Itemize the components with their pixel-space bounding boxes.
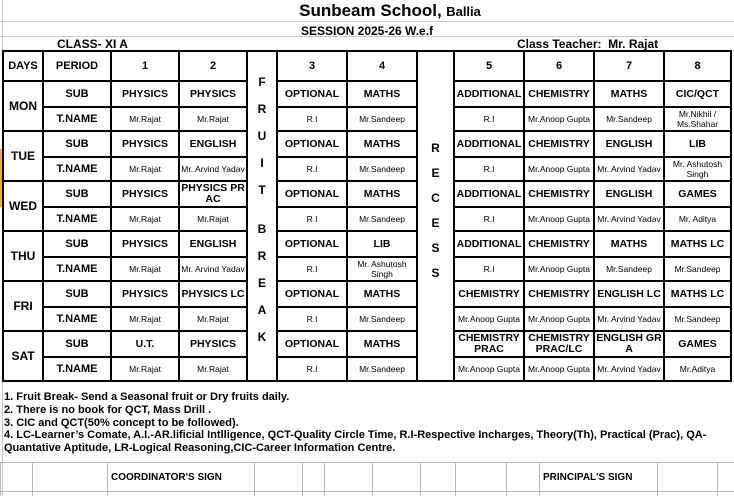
teacher-cell: Mr.Rajat [111, 207, 179, 231]
teacher-cell: Mr. Arvind Yadav [594, 157, 664, 181]
subject-cell: MATHS [594, 81, 664, 107]
teacher-cell: Mr.Anoop Gupta [524, 157, 594, 181]
day-label-fri: FRI [3, 281, 43, 331]
row-tue-subjects [3, 131, 731, 157]
teacher-cell: Mr.Sandeep [664, 257, 731, 281]
row-mon-teachers [3, 107, 731, 131]
subject-cell: PHYSICS [111, 231, 179, 257]
sub-row-label: SUB [43, 181, 111, 207]
col-header-period-5: 5 [454, 51, 524, 81]
tname-row-label: T.NAME [43, 357, 111, 381]
col-header-days: DAYS [3, 51, 43, 81]
subject-cell: PHYSICS [111, 131, 179, 157]
day-label-mon: MON [3, 81, 43, 131]
subject-cell: MATHS [347, 181, 417, 207]
teacher-cell: Mr.Sandeep [347, 157, 417, 181]
subject-cell: ADDITIONAL [454, 131, 524, 157]
teacher-cell: Mr. Ashutosh Singh [664, 157, 731, 181]
row-fri-teachers [3, 307, 731, 331]
teacher-cell: R.I [277, 157, 347, 181]
subject-cell: PHYSICS PRAC [179, 181, 247, 207]
sign-grid-cell [373, 463, 421, 491]
sign-grid-cell [33, 491, 108, 496]
subject-cell: OPTIONAL [277, 181, 347, 207]
sign-grid-cell [108, 491, 255, 496]
sign-grid-cell [325, 463, 373, 491]
teacher-cell: R.I [277, 107, 347, 131]
subject-cell: ENGLISH [594, 131, 664, 157]
day-label-sat: SAT [3, 331, 43, 381]
subject-cell: ENGLISH GRA [594, 331, 664, 357]
teacher-cell: Mr. Arvind Yadav [179, 257, 247, 281]
subject-cell: GAMES [664, 331, 731, 357]
subject-cell: ENGLISH [179, 231, 247, 257]
class-label: CLASS- XI A [57, 37, 128, 51]
teacher-cell: R.I [277, 207, 347, 231]
subject-cell: GAMES [664, 181, 731, 207]
teacher-cell: Mr.Anoop Gupta [524, 107, 594, 131]
col-header-period-8: 8 [664, 51, 731, 81]
recess-label: RECESS [428, 141, 443, 291]
sign-grid-cell [325, 491, 373, 496]
sign-grid-cell [303, 491, 325, 496]
teacher-cell: Mr.Sandeep [664, 307, 731, 331]
sub-row-label: SUB [43, 281, 111, 307]
subject-cell: MATHS LC [664, 281, 731, 307]
subject-cell: CHEMISTRY [454, 281, 524, 307]
sign-grid-cell [255, 463, 303, 491]
teacher-cell: Mr.Sandeep [347, 107, 417, 131]
subject-cell: CIC/QCT [664, 81, 731, 107]
signature-row [0, 462, 734, 492]
subject-cell: PHYSICS [179, 331, 247, 357]
subject-cell: CHEMISTRY [524, 131, 594, 157]
teacher-cell: Mr.Rajat [111, 257, 179, 281]
subject-cell: CHEMISTRY PRAC/LC [524, 331, 594, 357]
sign-grid-cell [303, 463, 325, 491]
subject-cell: MATHS [347, 81, 417, 107]
teacher-cell: Mr. Arvind Yadav [594, 207, 664, 231]
teacher-cell: R.I [454, 157, 524, 181]
subject-cell: PHYSICS [111, 81, 179, 107]
signature-row-partial [0, 491, 734, 496]
sign-grid-cell [507, 491, 540, 496]
sign-grid-cell [718, 491, 728, 496]
notes-block [4, 391, 726, 455]
sign-grid-cell [658, 463, 718, 491]
note-line-3: 3. CIC and QCT(50% concept to be followed). [4, 416, 239, 429]
teacher-cell: Mr.Sandeep [347, 357, 417, 381]
sub-row-label: SUB [43, 81, 111, 107]
timetable-header-row [3, 51, 731, 81]
sign-grid-cell [0, 463, 33, 491]
col-header-period-2: 2 [179, 51, 247, 81]
subject-cell: PHYSICS [179, 81, 247, 107]
sub-row-label: SUB [43, 231, 111, 257]
teacher-cell: Mr. Arvind Yadav [594, 307, 664, 331]
subject-cell: ENGLISH [179, 131, 247, 157]
subject-cell: MATHS [347, 331, 417, 357]
teacher-cell: Mr.Rajat [111, 107, 179, 131]
subject-cell: ADDITIONAL [454, 81, 524, 107]
subject-cell: MATHS [347, 281, 417, 307]
subject-cell: OPTIONAL [277, 131, 347, 157]
teacher-cell: Mr.Rajat [179, 307, 247, 331]
row-thu-subjects [3, 231, 731, 257]
tname-row-label: T.NAME [43, 157, 111, 181]
teacher-cell: Mr.Anoop Gupta [454, 307, 524, 331]
sub-row-label: SUB [43, 331, 111, 357]
sub-row-label: SUB [43, 131, 111, 157]
sign-grid-cell [255, 491, 303, 496]
note-line-4: 4. LC-Learner’s Comate, A.I.-AR.lificial Intlligence, QCT-Quality Circle Time, R.I-Respective Incharges, Theory(Th), Practical (Prac), QA-Quantative Aptitude, LR-Logical Reasoning,CIC-Career Information Centre. [4, 429, 707, 455]
teacher-cell: Mr.Anoop Gupta [524, 257, 594, 281]
principal-sign-label: PRINCIPAL'S SIGN [540, 463, 658, 491]
coordinator-sign-label: COORDINATOR'S SIGN [108, 463, 255, 491]
title-block [23, 0, 734, 21]
teacher-cell: Mr.Rajat [111, 357, 179, 381]
row-wed-subjects [3, 181, 731, 207]
teacher-cell: R.I [454, 207, 524, 231]
teacher-cell: Mr. Ashutosh Singh [347, 257, 417, 281]
school-name: Sunbeam School, [299, 1, 442, 20]
subject-cell: PHYSICS [111, 281, 179, 307]
teacher-cell: R.I [277, 257, 347, 281]
subject-cell: CHEMISTRY [524, 281, 594, 307]
sign-grid-cell [456, 491, 507, 496]
school-city: Ballia [446, 4, 481, 19]
subject-cell: OPTIONAL [277, 81, 347, 107]
subject-cell: ADDITIONAL [454, 231, 524, 257]
teacher-cell: Mr.Rajat [179, 357, 247, 381]
tname-row-label: T.NAME [43, 107, 111, 131]
row-thu-teachers [3, 257, 731, 281]
subject-cell: PHYSICS [111, 181, 179, 207]
teacher-cell: Mr. Arvind Yadav [594, 357, 664, 381]
teacher-cell: Mr.Sandeep [594, 257, 664, 281]
tname-row-label: T.NAME [43, 307, 111, 331]
row-tue-teachers [3, 157, 731, 181]
subject-cell: OPTIONAL [277, 231, 347, 257]
fruit-break-top-label: FRUIT [255, 75, 269, 210]
sign-grid-cell [373, 491, 421, 496]
row-fri-subjects [3, 281, 731, 307]
subject-cell: ENGLISH LC [594, 281, 664, 307]
subject-cell: OPTIONAL [277, 281, 347, 307]
teacher-cell: Mr.Rajat [179, 207, 247, 231]
sign-grid-cell [33, 463, 108, 491]
col-header-period-7: 7 [594, 51, 664, 81]
teacher-cell: Mr.Nikhil / Ms.Shahar [664, 107, 731, 131]
row-wed-teachers [3, 207, 731, 231]
subject-cell: MATHS [347, 131, 417, 157]
teacher-cell: R.I [454, 257, 524, 281]
day-label-wed: WED [3, 181, 43, 231]
tname-row-label: T.NAME [43, 207, 111, 231]
sign-grid-cell [421, 463, 456, 491]
teacher-cell: R.I [277, 357, 347, 381]
col-header-period: PERIOD [43, 51, 111, 81]
teacher-cell: R.I [277, 307, 347, 331]
teacher-cell: Mr.Anoop Gupta [524, 207, 594, 231]
teacher-cell: Mr.Anoop Gupta [524, 307, 594, 331]
subject-cell: OPTIONAL [277, 331, 347, 357]
col-header-period-4: 4 [347, 51, 417, 81]
subject-cell: U.T. [111, 331, 179, 357]
note-line-1: 1. Fruit Break- Send a Seasonal fruit or Dry fruits daily. [4, 391, 290, 403]
subject-cell: CHEMISTRY PRAC [454, 331, 524, 357]
sign-grid-cell [540, 491, 658, 496]
col-header-period-3: 3 [277, 51, 347, 81]
timetable [2, 50, 732, 382]
subject-cell: ENGLISH [594, 181, 664, 207]
teacher-cell: Mr.Rajat [111, 157, 179, 181]
row-sat-subjects [3, 331, 731, 357]
subject-cell: LIB [347, 231, 417, 257]
teacher-cell: Mr.Rajat [111, 307, 179, 331]
row-mon-subjects [3, 81, 731, 107]
subject-cell: CHEMISTRY [524, 231, 594, 257]
day-label-thu: THU [3, 231, 43, 281]
subject-cell: PHYSICS LC [179, 281, 247, 307]
fruit-break-bottom-label: BREAK [255, 222, 269, 357]
teacher-cell: Mr.Sandeep [347, 307, 417, 331]
subject-cell: ADDITIONAL [454, 181, 524, 207]
fruit-break-column [247, 51, 277, 381]
sign-grid-cell [456, 463, 507, 491]
teacher-cell: Mr. Arvind Yadav [179, 157, 247, 181]
col-header-period-1: 1 [111, 51, 179, 81]
sign-grid-cell [718, 463, 728, 491]
sign-grid-cell [421, 491, 456, 496]
teacher-cell: Mr.Sandeep [347, 207, 417, 231]
sign-grid-cell [0, 491, 33, 496]
sign-grid-cell [658, 491, 718, 496]
session-label: SESSION 2025-26 W.e.f [300, 24, 434, 38]
day-label-tue: TUE [3, 131, 43, 181]
teacher-cell: Mr.Aditya [664, 357, 731, 381]
class-teacher-label: Class Teacher: Mr. Rajat [517, 37, 659, 51]
teacher-cell: Mr. Aditya [664, 207, 731, 231]
recess-column [417, 51, 454, 381]
note-line-2: 2. There is no book for QCT, Mass Drill . [4, 403, 212, 416]
row-sat-teachers [3, 357, 731, 381]
subject-cell: MATHS [594, 231, 664, 257]
teacher-cell: Mr.Rajat [179, 107, 247, 131]
subject-cell: MATHS LC [664, 231, 731, 257]
teacher-cell: Mr.Anoop Gupta [454, 357, 524, 381]
subject-cell: CHEMISTRY [524, 181, 594, 207]
teacher-cell: Mr.Anoop Gupta [524, 357, 594, 381]
subject-cell: LIB [664, 131, 731, 157]
subject-cell: CHEMISTRY [524, 81, 594, 107]
teacher-cell: R.I [454, 107, 524, 131]
tname-row-label: T.NAME [43, 257, 111, 281]
teacher-cell: Mr.Sandeep [594, 107, 664, 131]
sign-grid-cell [507, 463, 540, 491]
col-header-period-6: 6 [524, 51, 594, 81]
